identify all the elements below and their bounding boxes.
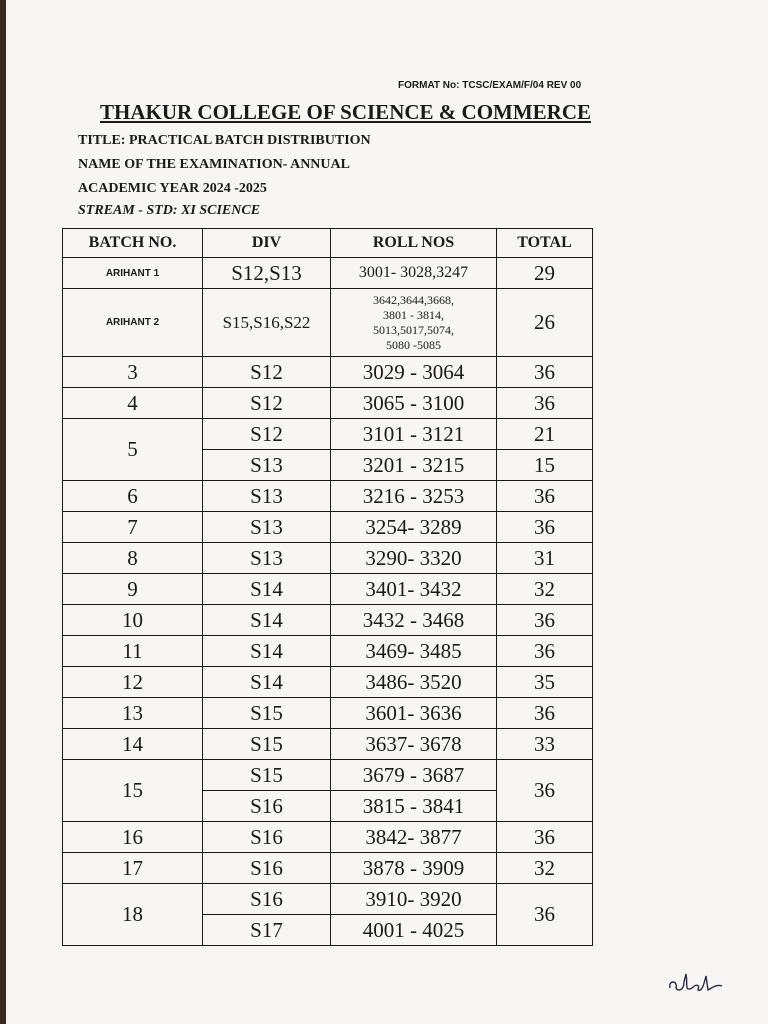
table-row: [63, 822, 593, 853]
batch-cell: 18: [63, 884, 203, 946]
table-row: [63, 543, 593, 574]
batch-cell: 16: [63, 822, 203, 853]
div-cell: S12: [203, 388, 331, 419]
rolls-cell: 3201 - 3215: [331, 450, 497, 481]
rolls-cell: 3029 - 3064: [331, 357, 497, 388]
batch-cell: ARIHANT 1: [63, 258, 203, 289]
total-cell: 32: [497, 853, 593, 884]
total-cell: 26: [497, 289, 593, 357]
div-cell: S16: [203, 853, 331, 884]
total-cell: 36: [497, 884, 593, 946]
document-title: TITLE: PRACTICAL BATCH DISTRIBUTION: [78, 133, 371, 148]
header-rolls: ROLL NOS: [331, 229, 497, 258]
academic-year: ACADEMIC YEAR 2024 -2025: [78, 181, 267, 196]
table-row: [63, 388, 593, 419]
rolls-cell: 3432 - 3468: [331, 605, 497, 636]
batch-cell: 4: [63, 388, 203, 419]
div-cell: S15: [203, 698, 331, 729]
batch-cell: 14: [63, 729, 203, 760]
div-cell: S14: [203, 667, 331, 698]
rolls-cell: 3401- 3432: [331, 574, 497, 605]
batch-cell: 5: [63, 419, 203, 481]
total-cell: 36: [497, 388, 593, 419]
rolls-cell: 3601- 3636: [331, 698, 497, 729]
table-row: [63, 357, 593, 388]
rolls-cell: 4001 - 4025: [331, 915, 497, 946]
batch-cell: 11: [63, 636, 203, 667]
total-cell: 15: [497, 450, 593, 481]
rolls-cell: [331, 289, 497, 357]
rolls-cell: 3910- 3920: [331, 884, 497, 915]
div-cell: S13: [203, 450, 331, 481]
format-number: FORMAT No: TCSC/EXAM/F/04 REV 00: [398, 80, 582, 91]
rolls-cell: 3878 - 3909: [331, 853, 497, 884]
rolls-line: 3642,3644,3668,: [373, 292, 454, 307]
total-cell: 36: [497, 636, 593, 667]
rolls-cell: 3815 - 3841: [331, 791, 497, 822]
rolls-line: 5080 -5085: [386, 337, 441, 352]
rolls-cell: 3637- 3678: [331, 729, 497, 760]
batch-cell: 3: [63, 357, 203, 388]
div-cell: S16: [203, 884, 331, 915]
batch-cell: 9: [63, 574, 203, 605]
batch-cell: ARIHANT 2: [63, 289, 203, 357]
rolls-cell: 3216 - 3253: [331, 481, 497, 512]
rolls-cell: 3486- 3520: [331, 667, 497, 698]
total-cell: 36: [497, 760, 593, 822]
batch-cell: 7: [63, 512, 203, 543]
rolls-cell: 3101 - 3121: [331, 419, 497, 450]
batch-cell: 10: [63, 605, 203, 636]
div-cell: S13: [203, 481, 331, 512]
table-row: [63, 698, 593, 729]
total-cell: 32: [497, 574, 593, 605]
batch-distribution-table: [62, 228, 593, 946]
total-cell: 36: [497, 481, 593, 512]
total-cell: 29: [497, 258, 593, 289]
total-cell: 36: [497, 605, 593, 636]
rolls-cell: 3469- 3485: [331, 636, 497, 667]
rolls-cell: 3842- 3877: [331, 822, 497, 853]
batch-cell: 12: [63, 667, 203, 698]
table-row: [63, 636, 593, 667]
total-cell: 33: [497, 729, 593, 760]
batch-cell: 6: [63, 481, 203, 512]
rolls-cell: 3290- 3320: [331, 543, 497, 574]
div-cell: S17: [203, 915, 331, 946]
signature: [666, 966, 726, 996]
table-row: [63, 258, 593, 289]
div-cell: S15: [203, 729, 331, 760]
table-row: [63, 289, 593, 357]
div-cell: S15: [203, 760, 331, 791]
table-row: [63, 419, 593, 450]
document-page: [6, 0, 768, 1024]
rolls-cell: 3001- 3028,3247: [331, 258, 497, 289]
rolls-cell: 3679 - 3687: [331, 760, 497, 791]
college-name: THAKUR COLLEGE OF SCIENCE & COMMERCE: [100, 100, 592, 124]
stream: STREAM - STD: XI SCIENCE: [78, 203, 261, 218]
table-row: [63, 512, 593, 543]
total-cell: 35: [497, 667, 593, 698]
div-cell: S14: [203, 605, 331, 636]
div-cell: S14: [203, 574, 331, 605]
rolls-cell: 3254- 3289: [331, 512, 497, 543]
batch-cell: 15: [63, 760, 203, 822]
batch-cell: 13: [63, 698, 203, 729]
total-cell: 31: [497, 543, 593, 574]
exam-name: NAME OF THE EXAMINATION- ANNUAL: [78, 157, 350, 172]
rolls-line: 5013,5017,5074,: [373, 322, 454, 337]
table-header-row: [63, 229, 593, 258]
div-cell: S12: [203, 357, 331, 388]
div-cell: S16: [203, 791, 331, 822]
table-row: [63, 667, 593, 698]
rolls-cell: 3065 - 3100: [331, 388, 497, 419]
total-cell: 36: [497, 822, 593, 853]
div-cell: S15,S16,S22: [203, 289, 331, 357]
total-cell: 21: [497, 419, 593, 450]
table-row: [63, 729, 593, 760]
total-cell: 36: [497, 357, 593, 388]
div-cell: S12,S13: [203, 258, 331, 289]
div-cell: S13: [203, 543, 331, 574]
batch-cell: 17: [63, 853, 203, 884]
div-cell: S13: [203, 512, 331, 543]
total-cell: 36: [497, 512, 593, 543]
table-row: [63, 884, 593, 915]
header-div: DIV: [203, 229, 331, 258]
table-row: [63, 760, 593, 791]
table-row: [63, 574, 593, 605]
table-row: [63, 481, 593, 512]
total-cell: 36: [497, 698, 593, 729]
div-cell: S14: [203, 636, 331, 667]
table-row: [63, 853, 593, 884]
header-batch: BATCH NO.: [63, 229, 203, 258]
batch-cell: 8: [63, 543, 203, 574]
div-cell: S12: [203, 419, 331, 450]
header-total: TOTAL: [497, 229, 593, 258]
rolls-line: 3801 - 3814,: [383, 307, 444, 322]
div-cell: S16: [203, 822, 331, 853]
table-row: [63, 605, 593, 636]
